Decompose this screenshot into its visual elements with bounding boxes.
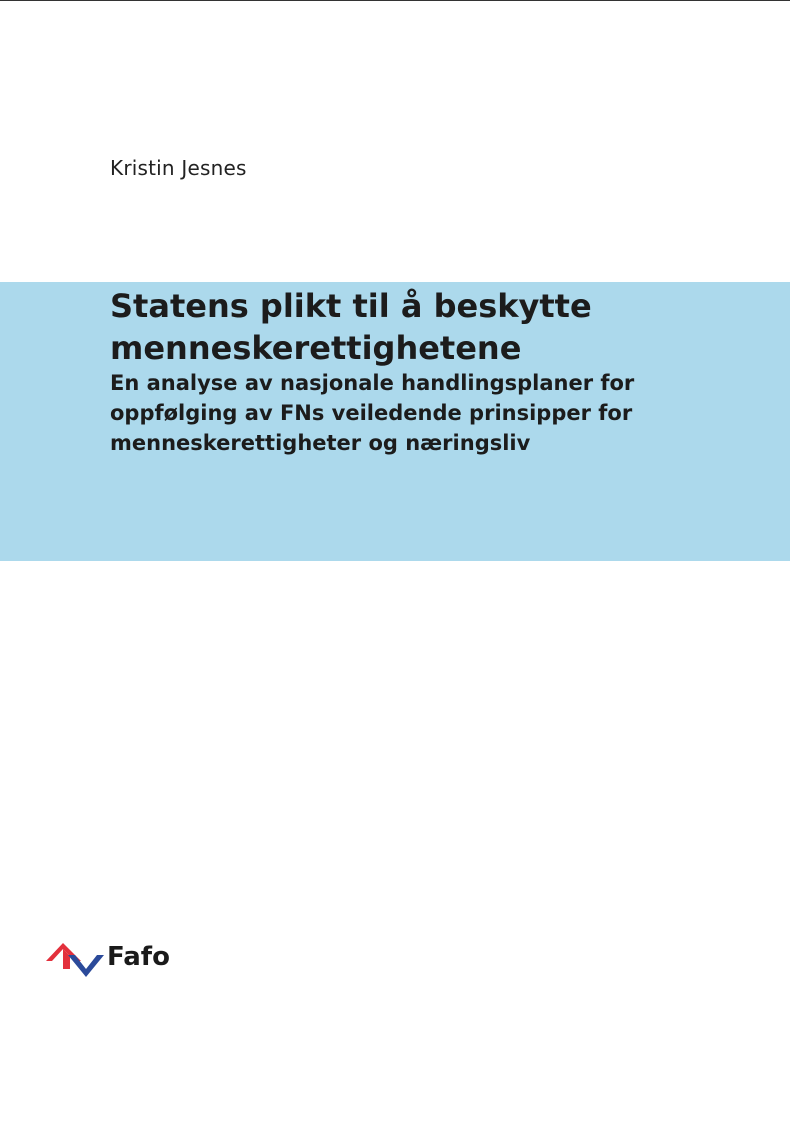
author-name: Kristin Jesnes <box>110 156 247 180</box>
report-subtitle-line-3: menneskerettigheter og næringsliv <box>110 431 531 455</box>
fafo-logo-icon <box>46 935 104 980</box>
report-title <box>110 285 750 369</box>
top-rule <box>0 0 790 1</box>
report-title-line-1: Statens plikt til å beskytte <box>110 287 592 325</box>
report-subtitle-line-1: En analyse av nasjonale handlingsplaner for <box>110 371 635 395</box>
report-title-line-2: menneskerettighetene <box>110 329 522 367</box>
publisher-logo <box>46 935 176 980</box>
publisher-name: Fafo <box>107 942 170 972</box>
report-subtitle <box>110 368 750 458</box>
report-subtitle-line-2: oppfølging av FNs veiledende prinsipper for <box>110 401 633 425</box>
